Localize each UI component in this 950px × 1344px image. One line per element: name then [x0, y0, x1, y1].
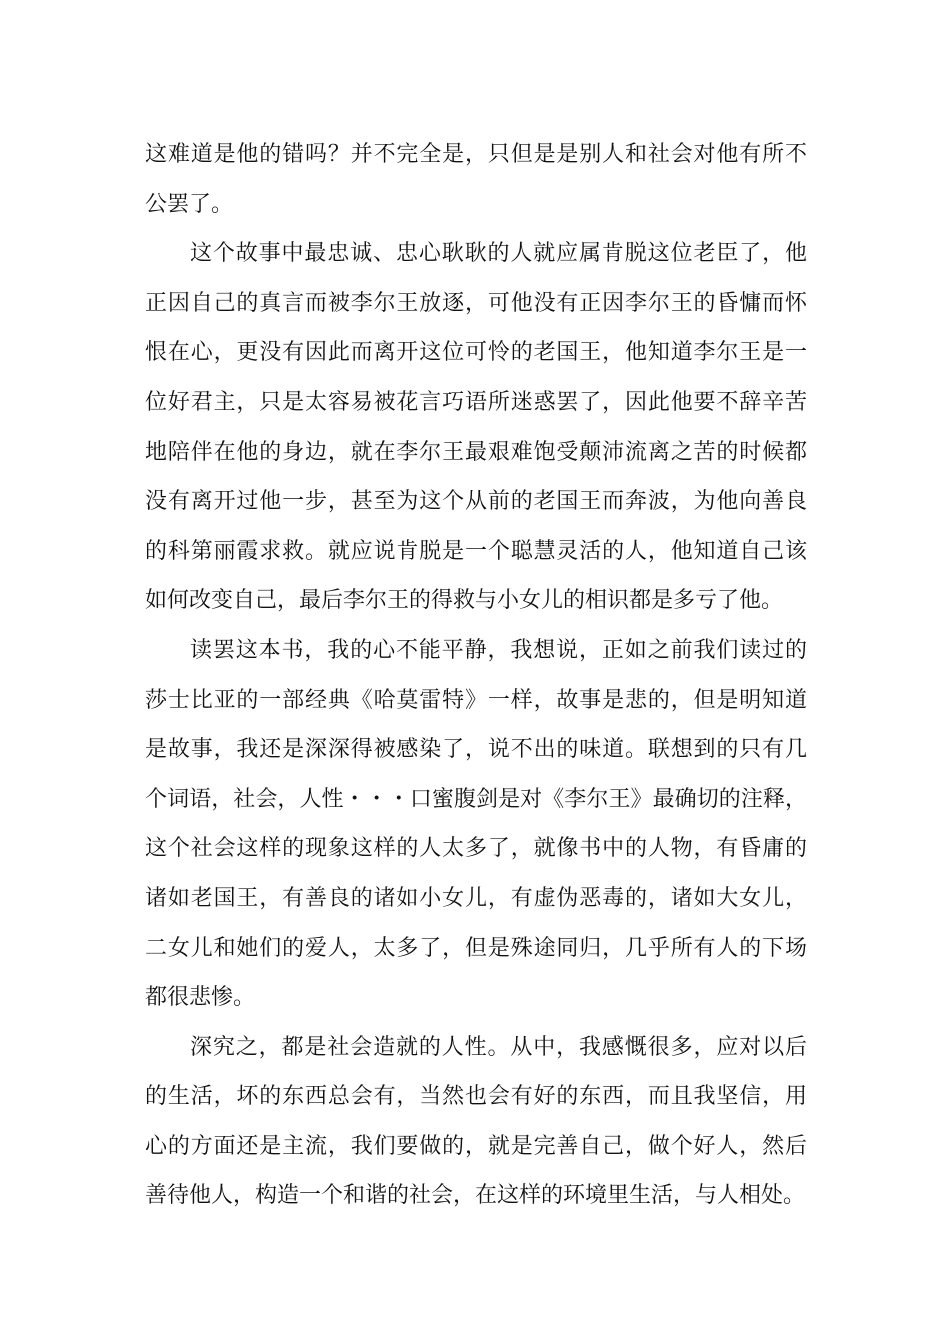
text-line: 个词语，社会，人性・・・口蜜腹剑是对《李尔王》最确切的注释， [145, 786, 807, 812]
text-line: 正因自己的真言而被李尔王放逐，可他没有正因李尔王的昏慵而怀 [145, 290, 807, 316]
document-body [145, 130, 807, 1221]
text-line: 恨在心，更没有因此而离开这位可怜的老国王，他知道李尔王是一 [145, 340, 807, 366]
text-line: 读罢这本书，我的心不能平静，我想说，正如之前我们读过的 [190, 637, 807, 663]
text-line: 的生活，坏的东西总会有，当然也会有好的东西，而且我坚信，用 [145, 1084, 807, 1110]
text-line: 深究之，都是社会造就的人性。从中，我感慨很多，应对以后 [190, 1034, 807, 1060]
text-line: 诸如老国王，有善良的诸如小女儿，有虚伪恶毒的，诸如大女儿， [145, 885, 807, 911]
text-line: 没有离开过他一步，甚至为这个从前的老国王而奔波，为他向善良 [145, 489, 807, 515]
text-line: 如何改变自己，最后李尔王的得救与小女儿的相识都是多亏了他。 [145, 588, 784, 614]
text-line: 这个故事中最忠诚、忠心耿耿的人就应属肯脱这位老臣了，他 [190, 241, 807, 267]
text-line: 公罢了。 [145, 191, 234, 217]
text-line: 位好君主，只是太容易被花言巧语所迷惑罢了，因此他要不辞辛苦 [145, 389, 807, 415]
text-line: 是故事，我还是深深得被感染了，说不出的味道。联想到的只有几 [145, 737, 807, 763]
text-line: 的科第丽霞求救。就应说肯脱是一个聪慧灵活的人，他知道自己该 [145, 538, 807, 564]
text-line: 二女儿和她们的爱人，太多了，但是殊途同归，几乎所有人的下场 [145, 935, 807, 961]
text-line: 莎士比亚的一部经典《哈莫雷特》一样，故事是悲的，但是明知道 [145, 687, 807, 713]
text-line: 善待他人，构造一个和谐的社会，在这样的环境里生活，与人相处。 [145, 1183, 806, 1209]
text-line: 这个社会这样的现象这样的人太多了，就像书中的人物，有昏庸的 [145, 836, 807, 862]
text-line: 地陪伴在他的身边，就在李尔王最艰难饱受颠沛流离之苦的时候都 [145, 439, 807, 465]
text-line: 这难道是他的错吗？并不完全是，只但是是别人和社会对他有所不 [145, 142, 807, 167]
text-line: 心的方面还是主流，我们要做的，就是完善自己，做个好人，然后 [145, 1133, 807, 1159]
text-line: 都很悲惨。 [145, 985, 256, 1011]
